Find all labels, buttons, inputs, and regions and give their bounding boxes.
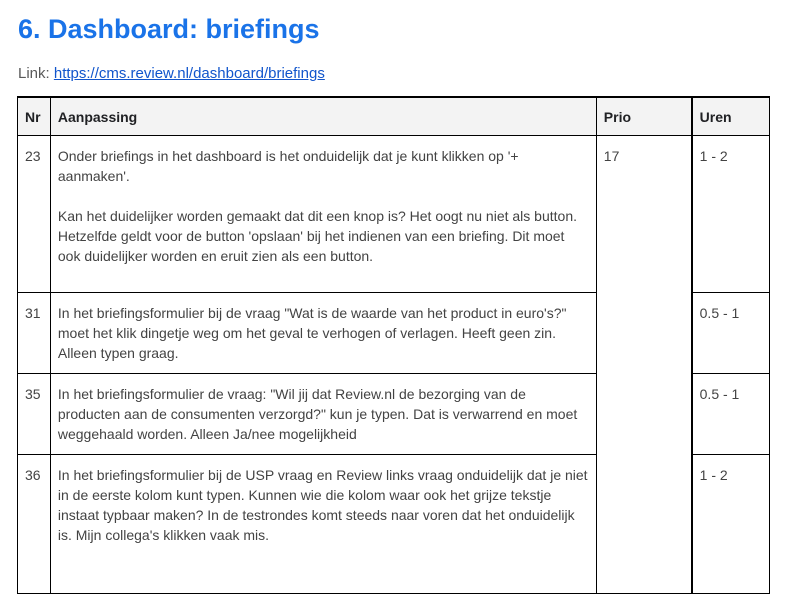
cell-nr: 36 [18, 455, 51, 594]
cell-uren: 1 - 2 [692, 455, 770, 594]
cell-nr: 31 [18, 293, 51, 374]
header-aanpassing: Aanpassing [50, 97, 596, 136]
cell-paragraph: In het briefingsformulier bij de USP vraag en Review links vraag onduidelijk dat je niet in de eerste kolom kunt typen. Kunnen wie die kolom waar ook het grijze tekstje instaat typbaar maken? In de testrondes komt steeds naar voren dat het onduidelijk is. Mijn collega's klikken vaak mis. [57, 467, 588, 543]
cell-nr: 23 [18, 136, 51, 293]
cell-uren: 0.5 - 1 [692, 293, 770, 374]
page-title: 6. Dashboard: briefings [18, 14, 320, 44]
cell-nr: 35 [18, 374, 51, 455]
cell-aanpassing [50, 374, 596, 455]
table-row [18, 136, 770, 293]
changes-table [17, 96, 770, 594]
table-header-row [18, 97, 770, 136]
cell-aanpassing [50, 455, 596, 594]
cell-uren: 0.5 - 1 [692, 374, 770, 455]
link-line [18, 65, 325, 82]
cell-aanpassing [50, 293, 596, 374]
header-uren: Uren [692, 97, 770, 136]
cell-paragraph: In het briefingsformulier bij de vraag "Wat is de waarde van het product in euro's?" moet het klik dingetje weg om het geval te verhogen of verlagen. Heeft geen zin. Alleen typen graag. [57, 305, 567, 361]
cell-aanpassing [50, 136, 596, 293]
cell-prio: 17 [596, 136, 691, 594]
dashboard-link[interactable]: https://cms.review.nl/dashboard/briefings [53, 65, 325, 82]
header-prio: Prio [596, 97, 691, 136]
cell-paragraph: Onder briefings in het dashboard is het onduidelijk dat je kunt klikken op '+ aanmaken'. [57, 148, 519, 184]
link-label: Link: [18, 65, 54, 82]
cell-uren: 1 - 2 [692, 136, 770, 293]
header-nr: Nr [18, 97, 51, 136]
cell-paragraph: In het briefingsformulier de vraag: "Wil jij dat Review.nl de bezorging van de producten aan de consumenten verzorgd?" kun je typen. Dat is verwarrend en moet weggehaald worden. Alleen Ja/nee mogelijkheid [57, 386, 578, 442]
cell-paragraph: Kan het duidelijker worden gemaakt dat dit een knop is? Het oogt nu niet als button. Hetzelfde geldt voor de button 'opslaan' bij het indienen van een briefing. Dit moet ook duidelijker worden en eruit zien als een button. [57, 208, 577, 264]
